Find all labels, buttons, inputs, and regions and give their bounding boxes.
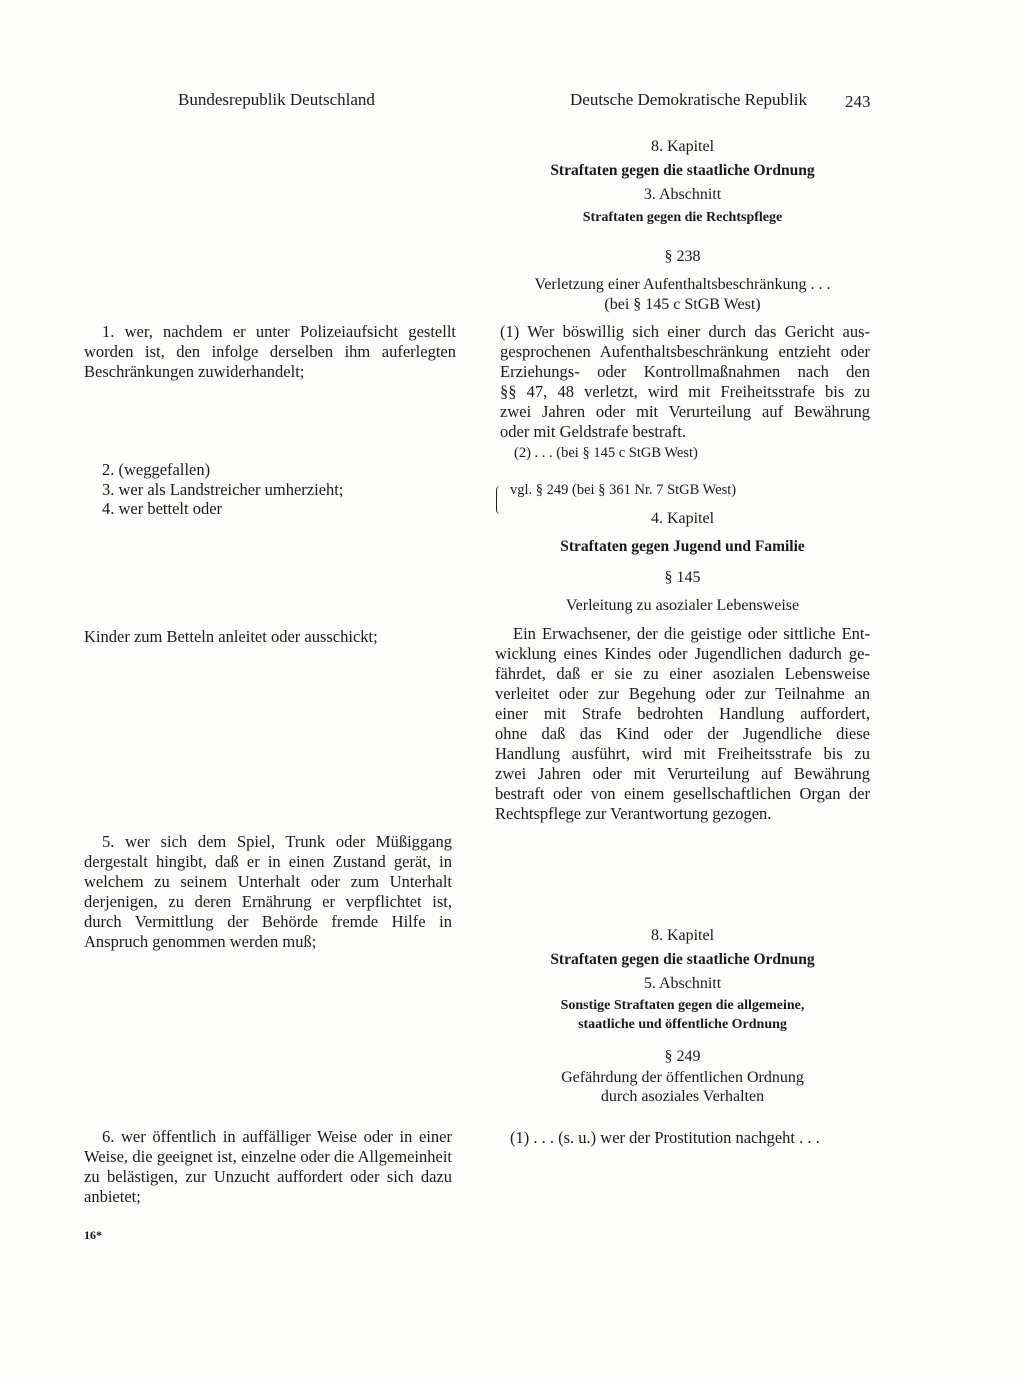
block1-paragraph: § 238 xyxy=(664,248,701,265)
block3-abschnitt-title-line2: staatliche und öffentliche Ordnung xyxy=(578,1017,787,1032)
block2-body xyxy=(495,624,870,824)
page-number: 243 xyxy=(845,92,871,111)
block1-kapitel-title: Straftaten gegen die staatliche Ordnung xyxy=(550,162,815,179)
block2-line: wicklung eines Kindes oder Jugendlichen dadurch ge- xyxy=(495,644,870,663)
block2-paragraph: § 145 xyxy=(664,569,701,586)
left-item-2: 2. (weggefallen) xyxy=(102,460,211,479)
block1-abschnitt: 3. Abschnitt xyxy=(643,186,722,203)
block2-line: einer mit Strafe bedrohten Handlung auffordert, xyxy=(495,704,870,723)
block2-kapitel-title: Straftaten gegen Jugend und Familie xyxy=(560,538,805,555)
block1-kapitel: 8. Kapitel xyxy=(650,138,715,155)
block2-line: Handlung ausführt, wird mit Freiheitsstrafe bis zu xyxy=(495,744,870,763)
block1-heading-line1: Verletzung einer Aufenthaltsbeschränkung . . . xyxy=(534,276,831,293)
block2-heading: Verleitung zu asozialer Lebensweise xyxy=(565,597,800,614)
left-item-4: 4. wer bettelt oder xyxy=(102,499,223,518)
block3-subsection-1: (1) . . . (s. u.) wer der Prostitution nachgeht . . . xyxy=(510,1128,820,1147)
block3-paragraph: § 249 xyxy=(664,1048,701,1065)
block3-heading-line2: durch asoziales Verhalten xyxy=(600,1088,765,1105)
block1-abschnitt-title: Straftaten gegen die Rechtspflege xyxy=(582,210,783,225)
block1-heading-line2: (bei § 145 c StGB West) xyxy=(604,296,761,313)
block1-line: zwei Jahren oder mit Verurteilung auf Bewährung xyxy=(500,402,870,421)
block1-line: §§ 47, 48 verletzt, wird mit Freiheitsstrafe bis zu xyxy=(500,382,870,401)
left-item-6: 6. wer öffentlich in auffälliger Weise oder in einer Weise, die geeignet ist, einzelne oder die Allgemeinheit zu belästigen, zur Unzucht auffordert oder sich dazu anbietet; xyxy=(84,1127,452,1206)
block2-line: fährdet, daß er sie zu einer asozialen Lebensweise xyxy=(495,664,870,683)
block2-kapitel: 4. Kapitel xyxy=(650,510,715,527)
block3-heading-line1: Gefährdung der öffentlichen Ordnung xyxy=(561,1069,804,1086)
block3-kapitel-title: Straftaten gegen die staatliche Ordnung xyxy=(550,951,815,968)
left-column-header: Bundesrepublik Deutschland xyxy=(178,90,375,109)
block2-line: Ein Erwachsener, der die geistige oder sittliche Ent- xyxy=(513,624,870,643)
block2-line: verleitet oder zur Begehung oder zur Teilnahme an xyxy=(495,684,870,703)
block2-line: zwei Jahren oder mit Verurteilung auf Bewährung xyxy=(495,764,870,783)
block3-abschnitt: 5. Abschnitt xyxy=(643,975,722,992)
block1-line: Erziehungs- oder Kontrollmaßnahmen nach den xyxy=(500,362,870,381)
block1-line: (1) Wer böswillig sich einer durch das Gericht aus- xyxy=(500,322,870,341)
block1-subsection-2: (2) . . . (bei § 145 c StGB West) xyxy=(514,445,698,461)
block3-kapitel: 8. Kapitel xyxy=(650,927,715,944)
block2-line: ohne daß das Kind oder der Jugendliche diese xyxy=(495,724,870,743)
left-item-4-continuation: Kinder zum Betteln anleitet oder ausschickt; xyxy=(84,627,378,646)
right-column-header: Deutsche Demokratische Republik xyxy=(570,90,807,109)
block1-line: oder mit Geldstrafe bestraft. xyxy=(500,422,687,441)
block2-line: Rechtspflege zur Verantwortung gezogen. xyxy=(495,804,772,823)
block1-body xyxy=(500,322,870,442)
block2-line: bestraft oder von einem gesellschaftlichen Organ der xyxy=(495,784,870,803)
left-item-1: 1. wer, nachdem er unter Polizeiaufsicht gestellt worden ist, den infolge derselben ihm auferlegten Beschränkungen zuwiderhandelt; xyxy=(84,322,456,381)
signature-mark: 16* xyxy=(84,1228,102,1242)
left-item-3: 3. wer als Landstreicher umherzieht; xyxy=(102,480,344,499)
block1-vgl-reference: vgl. § 249 (bei § 361 Nr. 7 StGB West) xyxy=(510,482,737,498)
block1-line: gesprochenen Aufenthaltsbeschränkung entzieht oder xyxy=(500,342,870,361)
block3-abschnitt-title-line1: Sonstige Straftaten gegen die allgemeine, xyxy=(560,998,805,1013)
left-item-5: 5. wer sich dem Spiel, Trunk oder Müßiggang dergestalt hingibt, daß er in einen Zustand gerät, in welchem zu seinem Unterhalt oder zum Unterhalt derjenigen, zu deren Ernährung er verpflichtet ist, durch Vermittlung der Behörde fremde Hilfe in Anspruch genommen werden muß; xyxy=(84,832,452,951)
